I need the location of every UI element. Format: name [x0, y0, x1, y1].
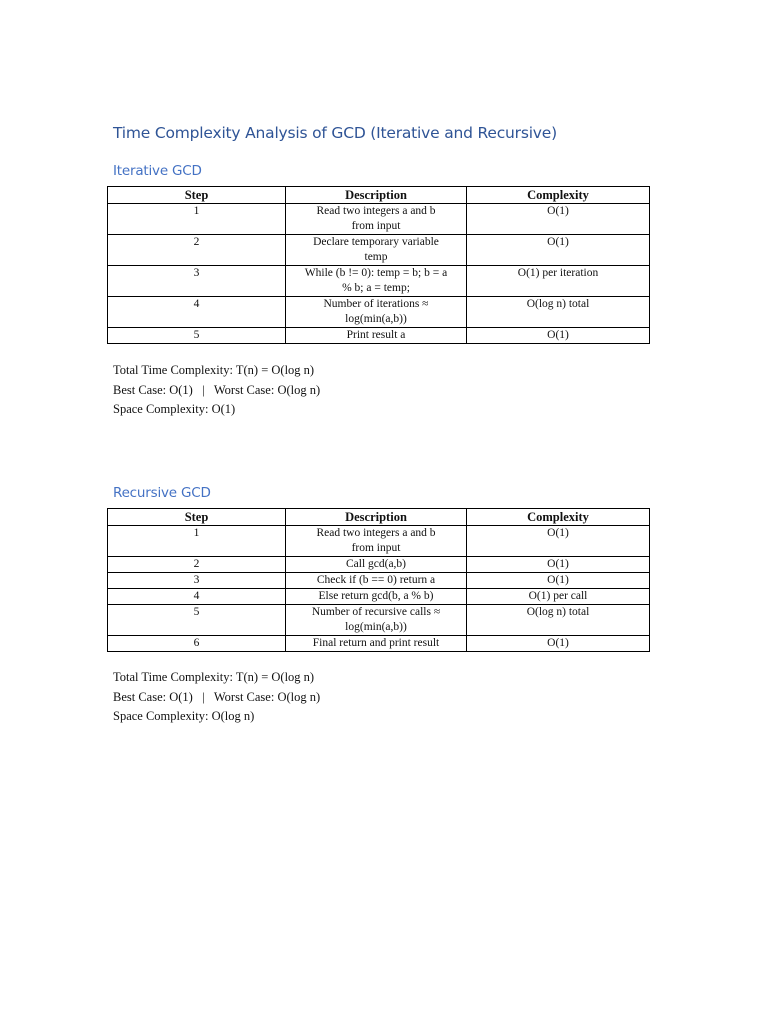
- complexity-cell: O(1): [467, 328, 650, 344]
- recursive-table: [107, 508, 650, 652]
- iterative-heading: Iterative GCD: [113, 163, 202, 179]
- table-row: [108, 235, 650, 266]
- complexity-cell: O(1): [467, 636, 650, 652]
- header-description: Description: [286, 187, 467, 204]
- complexity-cell: O(log n) total: [467, 297, 650, 328]
- description-cell: Print result a: [286, 328, 467, 344]
- complexity-cell: O(1): [467, 204, 650, 235]
- description-cell: Number of recursive calls ≈ log(min(a,b)): [286, 605, 467, 636]
- recursive-heading: Recursive GCD: [113, 485, 211, 501]
- total-time-complexity: Total Time Complexity: T(n) = O(log n): [113, 670, 315, 684]
- description-cell: Read two integers a and b from input: [286, 204, 467, 235]
- iterative-summary: [113, 361, 320, 420]
- space-complexity: Space Complexity: O(1): [113, 402, 236, 416]
- step-cell: 2: [108, 557, 286, 573]
- page-title: Time Complexity Analysis of GCD (Iterative and Recursive): [113, 124, 557, 142]
- best-worst-case: Best Case: O(1) | Worst Case: O(log n): [113, 382, 321, 397]
- table-row: [108, 573, 650, 589]
- table-row: [108, 266, 650, 297]
- recursive-summary: [113, 668, 320, 727]
- step-cell: 5: [108, 605, 286, 636]
- table-row: [108, 605, 650, 636]
- step-cell: 3: [108, 266, 286, 297]
- description-cell: Call gcd(a,b): [286, 557, 467, 573]
- table-row: [108, 589, 650, 605]
- header-complexity: Complexity: [467, 509, 650, 526]
- complexity-cell: O(1): [467, 526, 650, 557]
- step-cell: 5: [108, 328, 286, 344]
- table-row: [108, 557, 650, 573]
- description-cell: Final return and print result: [286, 636, 467, 652]
- complexity-cell: O(1): [467, 557, 650, 573]
- complexity-cell: O(log n) total: [467, 605, 650, 636]
- best-worst-case: Best Case: O(1) | Worst Case: O(log n): [113, 689, 321, 704]
- step-cell: 4: [108, 589, 286, 605]
- description-cell: Check if (b == 0) return a: [286, 573, 467, 589]
- description-cell: Number of iterations ≈ log(min(a,b)): [286, 297, 467, 328]
- description-cell: Declare temporary variable temp: [286, 235, 467, 266]
- complexity-cell: O(1): [467, 235, 650, 266]
- table-row: [108, 328, 650, 344]
- step-cell: 2: [108, 235, 286, 266]
- table-row: [108, 204, 650, 235]
- table-row: [108, 526, 650, 557]
- complexity-cell: O(1): [467, 573, 650, 589]
- description-cell: While (b != 0): temp = b; b = a % b; a = temp;: [286, 266, 467, 297]
- complexity-cell: O(1) per iteration: [467, 266, 650, 297]
- iterative-table: [107, 186, 650, 344]
- step-cell: 3: [108, 573, 286, 589]
- space-complexity: Space Complexity: O(log n): [113, 709, 255, 723]
- step-cell: 1: [108, 526, 286, 557]
- table-row: [108, 297, 650, 328]
- table-header-row: [108, 187, 650, 204]
- header-step: Step: [108, 187, 286, 204]
- description-cell: Read two integers a and b from input: [286, 526, 467, 557]
- header-step: Step: [108, 509, 286, 526]
- header-complexity: Complexity: [467, 187, 650, 204]
- table-row: [108, 636, 650, 652]
- step-cell: 4: [108, 297, 286, 328]
- step-cell: 1: [108, 204, 286, 235]
- description-cell: Else return gcd(b, a % b): [286, 589, 467, 605]
- total-time-complexity: Total Time Complexity: T(n) = O(log n): [113, 363, 315, 377]
- step-cell: 6: [108, 636, 286, 652]
- header-description: Description: [286, 509, 467, 526]
- table-header-row: [108, 509, 650, 526]
- complexity-cell: O(1) per call: [467, 589, 650, 605]
